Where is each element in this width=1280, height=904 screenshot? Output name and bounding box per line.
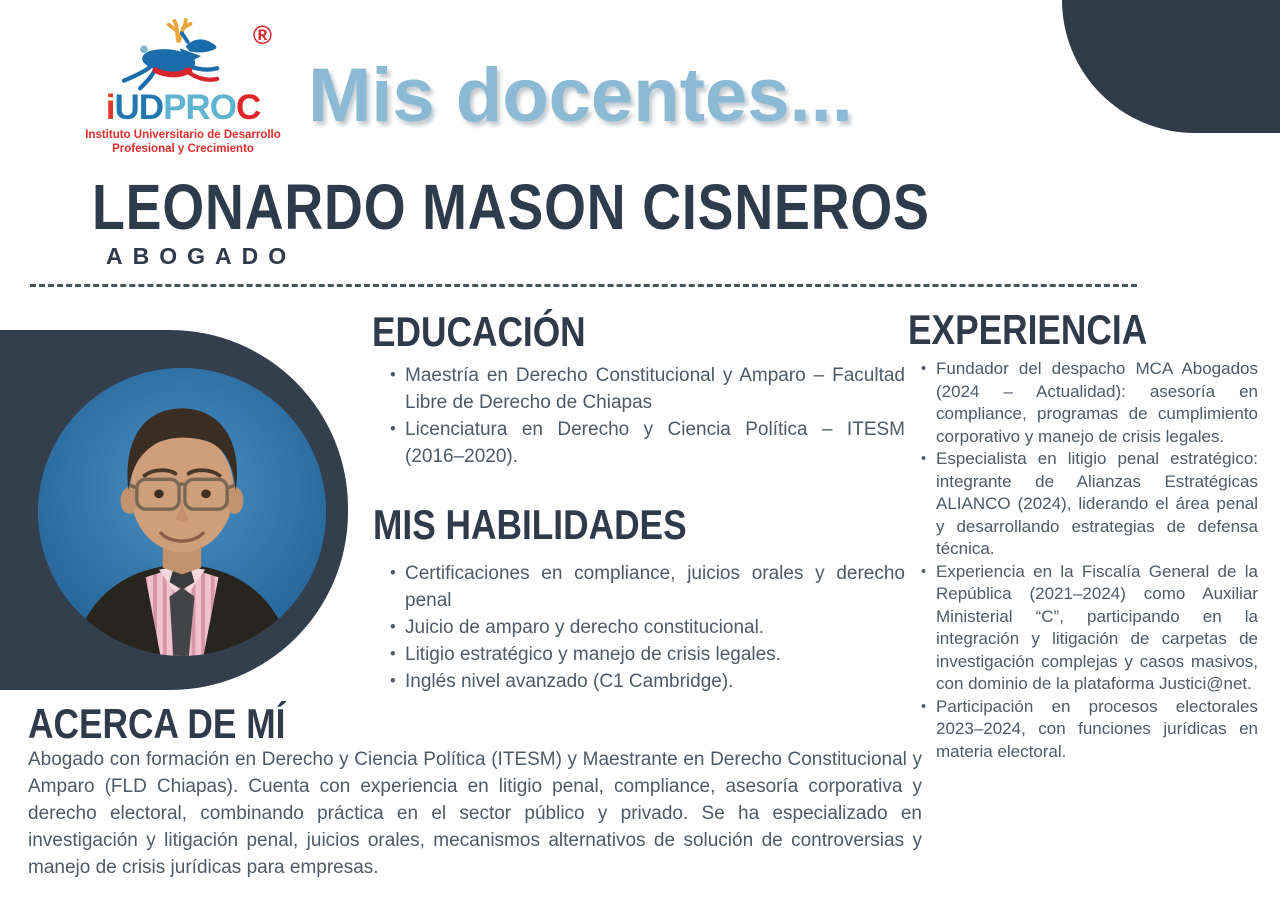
page-title: Mis docentes...: [308, 53, 853, 138]
wordmark-ud: UD: [114, 88, 164, 127]
logo-wordmark: [88, 88, 278, 128]
section-title-experience: EXPERIENCIA: [908, 306, 1148, 353]
portrait-illustration: [38, 368, 326, 656]
skill-item: • Litigio estratégico y manejo de crisis legales.: [405, 641, 905, 668]
wordmark-i: i: [105, 88, 115, 127]
experience-item: • Experiencia en la Fiscalía General de la República (2021–2024) como Auxiliar Ministerial “C”, participando en la integración y litigación de carpetas de investigación complejas y casos masivos, con dominio de la plataforma Justici@net.: [936, 561, 1258, 696]
photo-panel: [0, 330, 348, 690]
profile-photo: [38, 368, 326, 656]
experience-item: • Especialista en litigio penal estratégico: integrante de Alianzas Estratégicas ALIANCO (2024), liderando el área penal y desarrollando estrategias de defensa técnica.: [936, 448, 1258, 561]
profile-name: LEONARDO MASON CISNEROS: [92, 171, 930, 243]
section-title-skills: MIS HABILIDADES: [373, 501, 687, 548]
wordmark-c: C: [235, 88, 261, 127]
education-item: • Maestría en Derecho Constitucional y Amparo – Facultad Libre de Derecho de Chiapas: [405, 362, 905, 416]
section-title-education: EDUCACIÓN: [372, 308, 586, 355]
skill-item: • Inglés nivel avanzado (C1 Cambridge).: [405, 668, 905, 695]
skill-item: • Juicio de amparo y derecho constitucional.: [405, 614, 905, 641]
education-list: [405, 362, 905, 470]
tagline-line-2: Profesional y Crecimiento: [112, 143, 254, 155]
iudproc-logo: [85, 16, 281, 166]
deer-tail: [140, 46, 148, 54]
experience-item: • Fundador del despacho MCA Abogados (2024 – Actualidad): asesoría en compliance, programas de cumplimiento corporativo y manejo de crisis legales.: [936, 358, 1258, 448]
section-title-about: ACERCA DE MÍ: [28, 700, 286, 747]
tagline-line-1: Instituto Universitario de Desarrollo: [85, 129, 281, 141]
education-item: • Licenciatura en Derecho y Ciencia Política – ITESM (2016–2020).: [405, 416, 905, 470]
wordmark-pro: PRO: [163, 88, 236, 127]
skill-item: • Certificaciones en compliance, juicios orales y derecho penal: [405, 560, 905, 614]
leaping-deer-icon: [118, 18, 244, 94]
experience-list: [936, 358, 1258, 763]
profile-role: ABOGADO: [106, 243, 297, 269]
experience-item: • Participación en procesos electorales 2023–2024, con funciones jurídicas en materia electoral.: [936, 696, 1258, 764]
about-text: Abogado con formación en Derecho y Ciencia Política (ITESM) y Maestrante en Derecho Constitucional y Amparo (FLD Chiapas). Cuenta con experiencia en litigio penal, compliance, asesoría corporativa y derecho electoral, combinando práctica en el sector público y privado. Se ha especializado en investigación y litigación penal, juicios orales, mecanismos alternativos de solución de controversias y manejo de crisis jurídicas para empresas.: [28, 749, 922, 878]
dashed-divider: [30, 284, 1137, 287]
deer-antlers: [169, 20, 191, 41]
logo-tagline: [78, 128, 288, 156]
registered-trademark-icon: ®: [252, 20, 272, 50]
skills-list: [405, 560, 905, 695]
corner-decoration: [1062, 0, 1280, 133]
